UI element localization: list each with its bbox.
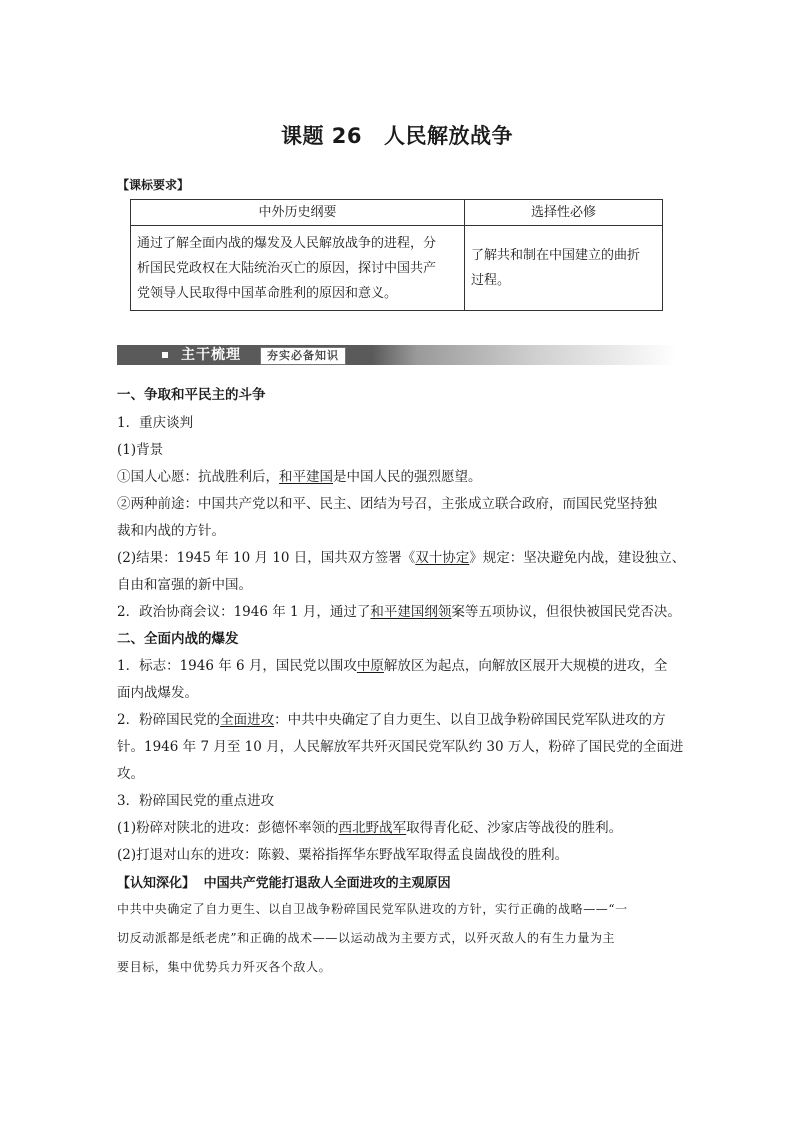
text-span: ①国人心愿：抗战胜利后， (117, 469, 279, 485)
table-cell (465, 226, 663, 311)
text-line: 针。1946 年 7 月至 10 月，人民解放军共歼灭国民党军队约 30 万人，粉碎了国民党的全面进 (117, 739, 684, 755)
section-heading: 二、全面内战的爆发 (117, 631, 239, 647)
table-cell-line: 通过了解全面内战的爆发及人民解放战争的进程，分 (137, 235, 437, 251)
deepening-line: 中共中央确定了自力更生、以自卫战争粉碎国民党军队进攻的方针，实行正确的战略——“一 (117, 902, 628, 916)
text-line (117, 816, 622, 836)
text-span: (1)粉碎对陕北的进攻：彭德怀率领的 (117, 820, 339, 836)
banner-main-label: 主干梳理 (181, 347, 241, 363)
text-span: 是中国人民的强烈愿望。 (333, 469, 482, 485)
requirements-table (130, 199, 663, 311)
subsection-heading: 3．粉碎国民党的重点进攻 (117, 793, 275, 809)
text-line (117, 654, 667, 674)
title-prefix: 课题 (280, 124, 324, 148)
text-line (117, 465, 482, 485)
text-span: 案等五项协议，但很快被国民党否决。 (451, 604, 681, 620)
deepening-heading (117, 872, 451, 891)
text-span: ：中共中央确定了自力更生、以自卫战争粉碎国民党军队进攻的方 (274, 712, 666, 728)
key-term: 全面进攻 (220, 712, 275, 728)
section-banner (117, 345, 676, 365)
title-number: 26 (331, 124, 363, 148)
deepening-line: 要目标，集中优势兵力歼灭各个敌人。 (117, 960, 332, 974)
text-line: 裁和内战的方针。 (117, 523, 225, 539)
bullet-square-icon (162, 352, 168, 358)
text-line (117, 708, 666, 728)
deepening-title: 中国共产党能打退敌人全面进攻的主观原因 (203, 876, 451, 891)
text-span: (2)结果：1945 年 10 月 10 日，国共双方签署《 (117, 550, 416, 566)
text-line: 攻。 (117, 766, 144, 782)
table-cell-line: 析国民党政权在大陆统治灭亡的原因，探讨中国共产 (137, 260, 437, 276)
deepening-line: 切反动派都是纸老虎”和正确的战术——以运动战为主要方式，以歼灭敌人的有生力量为主 (117, 931, 616, 945)
text-span: 解放区为起点，向解放区展开大规模的进攻，全 (383, 658, 668, 674)
key-term: 双十协定 (415, 550, 470, 566)
text-line (117, 546, 685, 566)
text-line: (1)背景 (117, 442, 164, 458)
text-span: 1．标志：1946 年 6 月，国民党以围攻 (117, 658, 357, 674)
text-span: 取得青化砭、沙家店等战役的胜利。 (406, 820, 623, 836)
table-header-cell: 中外历史纲要 (131, 200, 465, 226)
key-term: 中原 (356, 658, 384, 674)
key-term: 和平建国纲领 (370, 604, 452, 620)
text-span: 2．粉碎国民党的 (117, 712, 221, 728)
table-cell-line: 了解共和制在中国建立的曲折 (471, 248, 641, 263)
text-span: 2．政治协商会议：1946 年 1 月，通过了 (117, 604, 371, 620)
key-term: 和平建国 (279, 469, 333, 485)
table-cell-line: 党领导人民取得中国革命胜利的原因和意义。 (137, 285, 398, 301)
text-line: 面内战爆发。 (117, 685, 198, 701)
text-span: 》规定：坚决避免内战，建设独立、 (469, 550, 686, 566)
subsection-heading: 1．重庆谈判 (117, 415, 194, 431)
text-line (117, 600, 681, 620)
section-heading: 一、争取和平民主的斗争 (117, 387, 266, 403)
requirements-label: 【课标要求】 (117, 178, 190, 192)
table-cell-line: 过程。 (471, 273, 511, 288)
text-line: ②两种前途：中国共产党以和平、民主、团结为号召，主张成立联合政府，而国民党坚持独 (117, 496, 657, 512)
title-name: 人民解放战争 (384, 124, 514, 148)
page-title (0, 120, 794, 150)
banner-sub-label: 夯实必备知识 (260, 347, 346, 365)
key-term: 西北野战军 (338, 820, 407, 836)
table-header-cell: 选择性必修 (465, 200, 663, 226)
table-cell (131, 226, 465, 311)
deepening-label: 【认知深化】 (117, 876, 196, 891)
text-line: (2)打退对山东的进攻：陈毅、粟裕指挥华东野战军取得孟良崮战役的胜利。 (117, 847, 569, 863)
text-line: 自由和富强的新中国。 (117, 577, 252, 593)
